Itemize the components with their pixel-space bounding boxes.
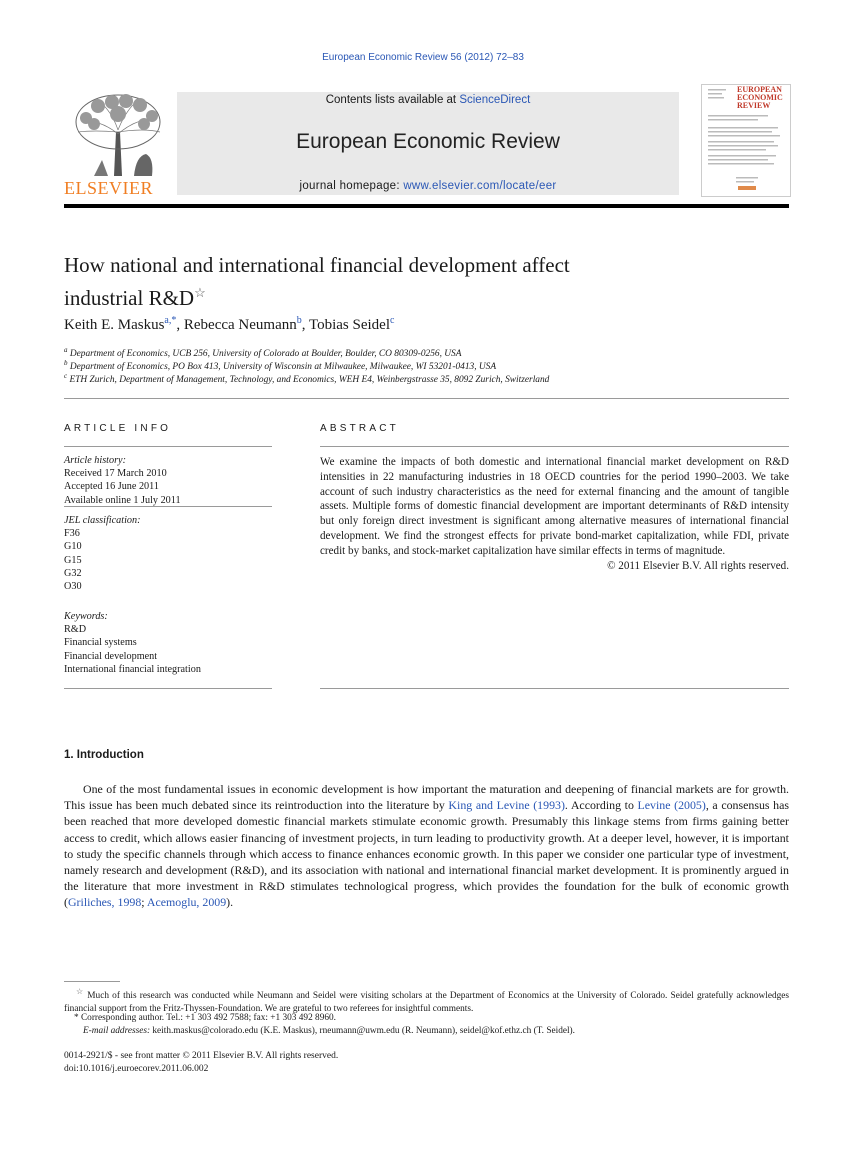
title-star-mark[interactable]: ☆ — [194, 285, 206, 300]
jel-code: G15 — [64, 554, 82, 566]
contents-prefix: Contents lists available at — [325, 94, 460, 106]
author-sup[interactable]: c — [390, 315, 395, 326]
author-name[interactable]: Keith E. Maskus — [64, 317, 165, 333]
contents-line — [177, 94, 679, 106]
citation-link[interactable]: Griliches, 1998 — [67, 895, 142, 910]
article-info — [64, 454, 272, 507]
cover-title-line: EUROPEAN — [737, 85, 782, 94]
affiliation: $^b$ Department of Economics, PO Box 413, University of Wisconsin at Milwaukee, Milwaukee, WI 53201-0413, USA — [64, 359, 497, 373]
publisher-name: ELSEVIER — [64, 178, 153, 198]
jel-code: G32 — [64, 567, 82, 579]
footnote-star-mark: ☆ — [76, 987, 85, 996]
jel-code: G10 — [64, 541, 82, 553]
keyword: Financial development — [64, 650, 158, 662]
title-line: industrial R&D☆ — [64, 285, 206, 310]
homepage-link[interactable]: www.elsevier.com/locate/eer — [403, 180, 557, 192]
intro-paragraph: One of the most fundamental issues in economic development is how important the maturation and deepening of financial markets are for growth. This issue has been much debated since its reintroduction into the literature by King and Levine (1993). According to Levine (2005), a consensus has been reached that more developed domestic financial markets stimulate economic growth. Presumably this linkage stems from firms gaining better access to credit, which allows easier financing of investment projects, in turn leading to productivity growth. At a deeper level, however, it is important to study the specific channels through which access to finance enhances economic growth. In this paper we consider one particular type of investment, namely research and development (R&D), and its association with national and international financial market development. It is prominently argued in the literature that more investment in R&D stimulates technological progress, which provides the foundation for the bulk of economic growth (Griliches, 1998; Acemoglu, 2009). — [64, 782, 789, 910]
abstract-rule — [320, 446, 789, 447]
cover-title — [737, 86, 783, 110]
author-name[interactable]: Rebecca Neumann — [183, 317, 297, 333]
keywords-block — [64, 610, 272, 676]
abstract-copyright: © 2011 Elsevier B.V. All rights reserved. — [607, 559, 789, 572]
issn-line: 0014-2921/$ - see front matter © 2011 Elsevier B.V. All rights reserved. — [64, 1051, 339, 1061]
info-rule — [64, 446, 272, 447]
jel-code: O30 — [64, 581, 82, 593]
citation-link[interactable]: Levine (2005) — [637, 798, 706, 813]
abstract-heading: ABSTRACT — [320, 423, 399, 434]
elsevier-logo — [64, 92, 170, 176]
footnote-email: E-mail addresses: keith.maskus@colorado.edu (K.E. Maskus), rneumann@uwm.edu (R. Neumann), seidel@kof.ethz.ch (T. Seidel). — [83, 1026, 575, 1036]
abstract-rule — [320, 688, 789, 689]
jel-code: F36 — [64, 528, 80, 540]
homepage-prefix: journal homepage: — [299, 180, 404, 192]
article-info-heading: ARTICLE INFO — [64, 423, 172, 434]
title-line: How national and international financial development affect — [64, 253, 570, 277]
homepage-line — [177, 180, 679, 192]
jel-block — [64, 514, 272, 593]
history-item: Received 17 March 2010 — [64, 468, 167, 480]
info-rule — [64, 506, 272, 507]
keyword: International financial integration — [64, 663, 201, 675]
keyword: R&D — [64, 624, 87, 636]
header-rule — [64, 204, 789, 208]
footnote-star: ☆ Much of this research was conducted while Neumann and Seidel were visiting scholars at the Department of Economics at the University of Colorado. Seidel gratefully acknowledges financial support from the Fritz-Thyssen-Foundation. We are grateful to two referees for insightful comments. — [64, 987, 789, 1014]
author-list: Keith E. Maskus$^{a,*}$, Rebecca Neumann$^b$, Tobias Seidel$^c$ — [64, 315, 395, 333]
doi-line[interactable]: doi:10.1016/j.euroecorev.2011.06.002 — [64, 1064, 209, 1074]
citation-link[interactable]: Acemoglu, 2009 — [146, 895, 227, 910]
tree-logo-icon — [64, 92, 170, 176]
info-rule — [64, 688, 272, 689]
abstract-body — [320, 455, 789, 573]
keywords-label: Keywords: — [64, 611, 108, 622]
cover-title-line: REVIEW — [737, 101, 771, 110]
affiliation: $^a$ Department of Economics, UCB 256, University of Colorado at Boulder, Boulder, CO 80309-0256, USA — [64, 346, 462, 360]
author-sup[interactable]: b — [296, 315, 302, 326]
journal-reference[interactable]: European Economic Review 56 (2012) 72–83 — [322, 52, 524, 63]
abstract-text: We examine the impacts of both domestic and international financial market development on R&D intensities in 22 manufacturing industries in 18 OECD countries for the period 1990–2003. We take account of such industry characteristics as the need for external financing and the amount of tangible assets. Multiple forms of domestic financial development are important determinants of R&D intensity but only foreign direct investment is significant among alternative measures of international financial development. We find the strongest effects for private bond-market capitalization, while FDI, private credit by banks, and stock-market capitalization have similar effects in terms of magnitude. — [320, 456, 789, 557]
journal-title: European Economic Review — [296, 130, 560, 153]
cover-title-line: ECONOMIC — [737, 93, 783, 102]
article-title — [64, 252, 764, 312]
author-name[interactable]: Tobias Seidel — [308, 317, 390, 333]
citation-link[interactable]: King and Levine (1993) — [448, 798, 565, 813]
footnote-corresponding: * Corresponding author. Tel.: +1 303 492 7588; fax: +1 303 492 8960. — [74, 1013, 336, 1023]
history-item: Available online 1 July 2011 — [64, 494, 181, 506]
keyword: Financial systems — [64, 637, 137, 649]
footnote-rule — [64, 981, 120, 982]
sciencedirect-link[interactable]: ScienceDirect — [459, 94, 531, 106]
affiliation: $^c$ ETH Zurich, Department of Management, Technology, and Economics, WEH E4, Weinbergstrasse 35, 8092 Zurich, Switzerland — [64, 372, 550, 386]
section-divider — [64, 398, 789, 399]
history-label: Article history: — [64, 455, 126, 466]
jel-label: JEL classification: — [64, 515, 141, 526]
history-item: Accepted 16 June 2011 — [64, 481, 159, 493]
section-heading: 1. Introduction — [64, 749, 144, 761]
author-sup[interactable]: a,* — [164, 315, 177, 326]
